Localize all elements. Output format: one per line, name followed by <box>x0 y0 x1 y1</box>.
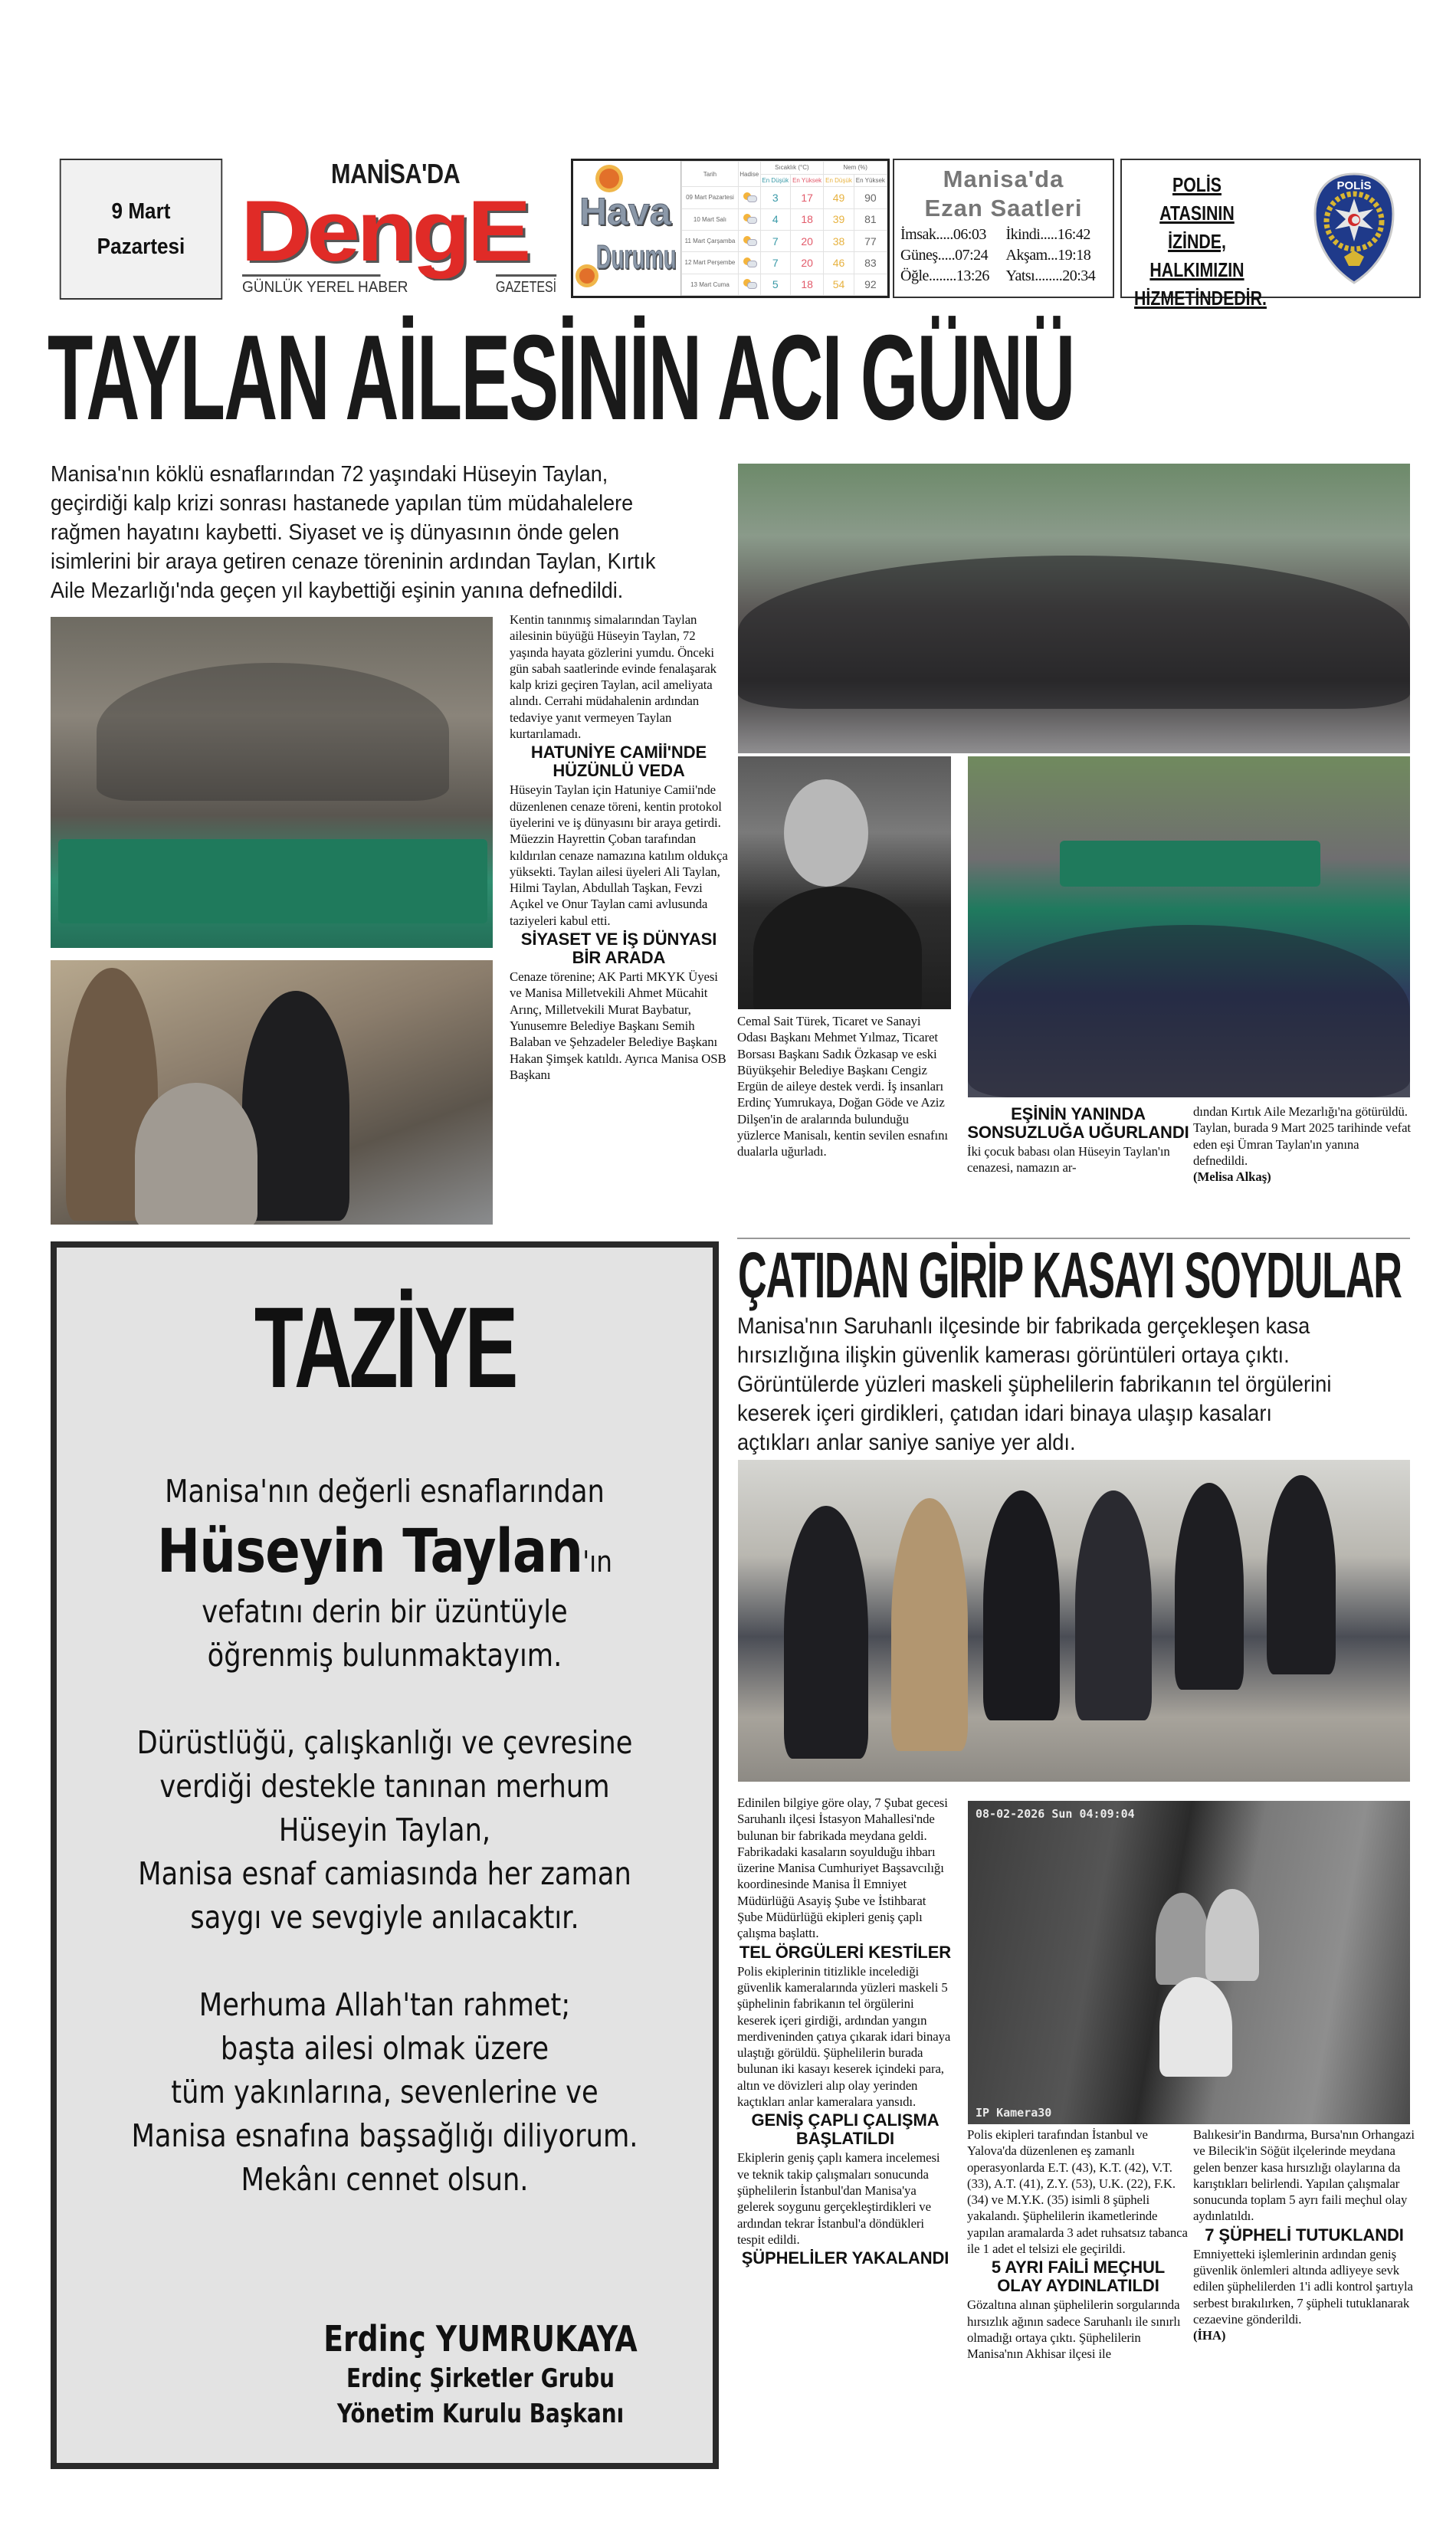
weather-tmax: 17 <box>791 187 824 208</box>
story2-paragraph: Gözaltına alınan şüphelilerin sorgularında hırsızlık ağının sadece Saruhanlı ile sınırlı olmadığı ortaya çıktı. Şüphelilerin Manisa'nın Akhisar ilçesi ile <box>967 2297 1181 2362</box>
weather-day: 09 Mart Pazartesi <box>682 187 739 208</box>
story1-column-2 <box>737 1013 953 1160</box>
weather-hmin: 38 <box>824 230 854 251</box>
story2-byline: (İHA) <box>1193 2328 1226 2343</box>
weather-hmax: 81 <box>854 208 887 230</box>
story2-paragraph: Ekiplerin geniş çaplı kamera incelemesi ve teknik takip çalışmaları sonucunda şüphelilerin İstanbul'dan Manisa'ya gelerek soygunu gerçekleştirdikleri ve ardından tekrar İstanbul'a döndükleri tespit edildi. <box>737 2150 940 2247</box>
weather-hmax: 77 <box>854 230 887 251</box>
prayer-time: Güneş.....07:24 <box>900 247 989 264</box>
story2-paragraph: Polis ekiplerinin titizlikle incelediği güvenlik kameralarında yüzleri maskeli 5 şüphelinin fabrikanın tel örgülerini keserek içeri girdiği, ardından yangın merdiveninden çatıya çıkarak idari binaya ulaştığı görüldü. Şüphelilerin burada bulunan iki kasayı keserek içindeki para, altın ve dövizleri alıp olay yerinden kaçtıkları anlar kameralara yansıdı. <box>737 1963 951 2110</box>
prayer-time: Öğle........13:26 <box>900 267 989 284</box>
condolence-line: Merhuma Allah'tan rahmet; <box>198 1986 571 2023</box>
weather-header-state: Hadise <box>738 162 760 187</box>
story2-subheading: TEL ÖRGÜLERİ KESTİLER <box>739 1942 952 1962</box>
story1-paragraph: Cenaze törenine; AK Parti MKYK Üyesi ve Manisa Milletvekili Ahmet Mücahit Arınç, Milletvekili Murat Baybatur, Yunusemre Belediye Başkanı Semih Balaban ve Şehzadeler Belediye Başkanı Hakan Şimşek katıldı. Ayrıca Manisa OSB Başkanı <box>510 969 726 1082</box>
weather-tmax: 18 <box>791 274 824 295</box>
weather-tmax: 20 <box>791 252 824 274</box>
prayer-times-title <box>894 165 1113 223</box>
weather-tmin: 7 <box>760 252 790 274</box>
weather-header-tmin: En Düşük <box>760 174 790 187</box>
story2-headline[interactable]: ÇATIDAN GİRİP KASAYI SOYDULAR <box>738 1239 1402 1311</box>
prayer-times-box <box>893 159 1114 298</box>
condolence-title: TAZİYE <box>254 1283 516 1412</box>
main-headline[interactable]: TAYLAN AİLESİNİN ACI GÜNÜ <box>48 310 1074 445</box>
police-ad <box>1120 159 1421 310</box>
story2-paragraph: Emniyetteki işlemlerinin ardından geniş güvenlik önlemleri altında adliyeye sevk edilen şüphelilerden 1'i adli kontrol şartıyla serbest bırakılırken, 7 şüpheli tutuklanarak cezaevine gönderildi. <box>1193 2246 1413 2327</box>
condolence-line: Manisa esnafına başsağlığı diliyorum. <box>131 2117 638 2154</box>
police-badge-icon <box>1312 171 1396 286</box>
prayer-time: İmsak.....06:03 <box>900 226 986 243</box>
condolence-line: tüm yakınlarına, sevenlerine ve <box>171 2074 598 2110</box>
condolence-line: verdiği destekle tanınan merhum <box>159 1768 610 1805</box>
weather-header-humidity: Nem (%) <box>824 162 887 175</box>
story1-paragraph: Kentin tanınmış simalarından Taylan ailesinin büyüğü Hüseyin Taylan, 72 yaşında hayata gözlerini yumdu. Önceki gün sabah saatlerinde evinde fenalaşarak kalp krizi geçiren Taylan, acil ameliyata alındı. Cerrahi müdahalenin ardından tedaviye yanıt vermeyen Taylan kurtarılamadı. <box>510 612 717 742</box>
logo-main-text: DengE <box>241 183 528 279</box>
story2-paragraph: Edinilen bilgiye göre olay, 7 Şubat gecesi Saruhanlı ilçesi İstasyon Mahallesi'nde bulunan bir fabrikada meydana geldi. Fabrikadaki kasaların soyulduğu ihbarı üzerine Manisa Cumhuriyet Başsavcılığı koordinesinde Manisa İl Emniyet Müdürlüğü Asayiş Şube ve İstihbarat Şube Müdürlüğü ekipleri geniş çaplı çalışma başlattı. <box>737 1795 948 1941</box>
logo-subtitle-right: GAZETESİ <box>496 274 556 297</box>
weather-widget <box>571 159 890 298</box>
story1-paragraph: Cemal Sait Türek, Ticaret ve Sanayi Odası Başkanı Mehmet Yılmaz, Ticaret Borsası Başkanı Sadık Özkasap ve eski Büyükşehir Belediye Başkanı Cengiz Ergün de aileye destek verdi. İş insanları Erdinç Yumrukaya, Doğan Göde ve Aziz Dilşen'in de aralarında bulunduğu yüzlerce Manisalı, kentin sevilen esnafını dualarla uğurladı. <box>737 1014 948 1159</box>
partly-cloudy-icon <box>743 214 756 223</box>
weather-row <box>682 252 887 274</box>
story2-subheading: ŞÜPHELİLER YAKALANDI <box>741 2248 949 2268</box>
weather-header-hmin: En Düşük <box>824 174 854 187</box>
signer-company: Erdinç Şirketler Grubu <box>346 2363 615 2394</box>
police-slogan-line: İZİNDE, <box>1168 230 1226 253</box>
prayer-time: Yatsı........20:34 <box>1005 267 1096 284</box>
story2-subheading: 5 AYRI FAİLİ MEÇHUL OLAY AYDINLATILDI <box>991 2258 1166 2296</box>
weather-day: 12 Mart Perşembe <box>682 252 739 274</box>
signer-title: Yönetim Kurulu Başkanı <box>336 2399 625 2429</box>
story1-subheading: SİYASET VE İŞ DÜNYASI BİR ARADA <box>520 930 717 968</box>
story2-column-2 <box>967 2127 1189 2363</box>
weather-tmin: 7 <box>760 230 790 251</box>
prayer-times-grid <box>894 223 1113 287</box>
weather-tmin: 3 <box>760 187 790 208</box>
condolence-line: Dürüstlüğü, çalışkanlığı ve çevresine <box>136 1724 633 1761</box>
newspaper-logo[interactable] <box>239 158 569 299</box>
crowd-photo <box>738 464 1410 753</box>
story1-subheading: HATUNİYE CAMİİ'NDE HÜZÜNLÜ VEDA <box>530 743 707 781</box>
cctv-timestamp: 08-02-2026 Sun 04:09:04 <box>976 1807 1135 1821</box>
weather-tmax: 18 <box>791 208 824 230</box>
condolence-body <box>103 1470 667 2202</box>
weather-hmin: 39 <box>824 208 854 230</box>
weather-hmin: 46 <box>824 252 854 274</box>
weather-hmin: 49 <box>824 187 854 208</box>
story1-lede: Manisa'nın köklü esnaflarından 72 yaşındaki Hüseyin Taylan, geçirdiği kalp krizi sonrası hastanede yapılan tüm müdahalelere rağmen hayatını kaybetti. Siyaset ve iş dünyasının önde gelen isimlerini bir araya getiren cenaze töreninin ardından Taylan, Kırtık Aile Mezarlığı'nda geçen yıl kaybettiği eşinin yanına defnedildi. <box>51 462 656 603</box>
prayer-time: Akşam...19:18 <box>1005 247 1091 264</box>
partly-cloudy-icon <box>743 257 756 267</box>
condolence-line: Manisa esnaf camiasında her zaman <box>138 1855 631 1892</box>
weather-hmax: 92 <box>854 274 887 295</box>
story1-column-1 <box>510 612 728 1083</box>
partly-cloudy-icon <box>743 236 756 245</box>
story1-column-4 <box>1193 1103 1415 1185</box>
sun-icon <box>579 268 595 284</box>
story1-subheading: EŞİNİN YANINDA SONSUZLUĞA UĞURLANDI <box>967 1104 1189 1142</box>
weather-header-tmax: En Yüksek <box>791 174 824 187</box>
story1-paragraph: İki çocuk babası olan Hüseyin Taylan'ın cenazesi, namazın ar- <box>967 1144 1170 1176</box>
condolence-signature <box>290 2317 671 2432</box>
weather-logo-word2: Durumu <box>596 238 677 276</box>
condolence-line: başta ailesi olmak üzere <box>220 2030 549 2067</box>
condolence-line: öğrenmiş bulunmaktayım. <box>207 1637 562 1674</box>
coffin-carry-photo <box>968 756 1410 1097</box>
weather-row <box>682 208 887 230</box>
deceased-name: Hüseyin Taylan <box>157 1517 583 1586</box>
story1-column-3 <box>967 1103 1189 1176</box>
police-badge-text: POLİS <box>1336 179 1372 192</box>
date-weekday: Pazartesi <box>97 234 185 259</box>
weather-logo-word1: Hava <box>579 190 671 233</box>
story2-paragraph: Polis ekipleri tarafından İstanbul ve Yalova'da düzenlenen eş zamanlı operasyonlarda E.T. (43), K.T. (42), V.T. (33), A.T. (41), Z.Y. (53), U.K. (22), F.K. (34) ve M.Y.K. (35) isimli 8 şüpheli yakalandı. Şüphelilerin ikametlerinde yapılan aramalarda 3 adet ruhsatsız tabanca ile 1 adet el telsizi ele geçirildi. <box>967 2127 1188 2257</box>
partly-cloudy-icon <box>743 279 756 288</box>
sun-icon <box>599 169 619 189</box>
weather-hmax: 83 <box>854 252 887 274</box>
signer-name: Erdinç YUMRUKAYA <box>323 2318 638 2359</box>
weather-tmax: 20 <box>791 230 824 251</box>
weather-header-temp: Sıcaklık (°C) <box>760 162 824 175</box>
cctv-camera-label: IP Kamera30 <box>976 2106 1052 2120</box>
story1-byline: (Melisa Alkaş) <box>1193 1169 1271 1185</box>
story2-subheading: 7 ŞÜPHELİ TUTUKLANDI <box>1205 2225 1404 2245</box>
weather-day: 10 Mart Salı <box>682 208 739 230</box>
condolence-line: vefatını derin bir üzüntüyle <box>202 1593 568 1630</box>
weather-tmin: 4 <box>760 208 790 230</box>
weather-row <box>682 274 887 295</box>
condolence-line: saygı ve sevgiyle anılacaktır. <box>190 1899 579 1936</box>
deceased-name-suffix: 'ın <box>582 1545 612 1579</box>
logo-top-text: MANİSA'DA <box>331 158 461 189</box>
condolence-line: Hüseyin Taylan, <box>278 1812 491 1848</box>
prayer-times-title-line1: Manisa'da <box>943 166 1064 192</box>
police-escort-photo <box>738 1460 1410 1782</box>
weather-hmin: 54 <box>824 274 854 295</box>
weather-hmax: 90 <box>854 187 887 208</box>
police-slogan-line: POLİS ATASININ <box>1159 173 1235 225</box>
police-slogan <box>1134 171 1267 313</box>
prayer-time: İkindi.....16:42 <box>1005 226 1090 243</box>
story2-column-3 <box>1193 2127 1415 2344</box>
weather-day: 11 Mart Çarşamba <box>682 230 739 251</box>
condolence-ad <box>51 1241 719 2469</box>
partly-cloudy-icon <box>743 192 756 202</box>
portrait-photo <box>738 756 951 1009</box>
date-day: 9 Mart <box>111 198 171 224</box>
prayer-times-title-line2: Ezan Saatleri <box>924 195 1083 221</box>
story2-paragraph: Balıkesir'in Bandırma, Bursa'nın Orhangazi ve Bilecik'in Söğüt ilçelerinde meydana gelen benzer kasa hırsızlığı olaylarına da karıştıkları belirlendi. Yapılan çalışmalar sonucunda toplam 5 ayrı faili meçhul olay aydınlatıldı. <box>1193 2127 1415 2224</box>
weather-day: 13 Mart Cuma <box>682 274 739 295</box>
story2-subheading: GENİŞ ÇAPLI ÇALIŞMA BAŞLATILDI <box>751 2110 940 2149</box>
story1-paragraph: Hüseyin Taylan için Hatuniye Camii'nde düzenlenen cenaze töreni, kentin protokol üyelerini ve iş dünyasını bir araya getirdi. Müezzin Hayrettin Çoban tarafından kıldırılan cenaze namazına katılım oldukça yüksekti. Taylan ailesi üyeleri Ali Taylan, Hilmi Taylan, Abdullah Taşkan, Fevzi Açıkel ve Onur Taylan cami avlusunda taziyeleri kabul etti. <box>510 782 728 928</box>
condolence-line: Manisa'nın değerli esnaflarından <box>165 1473 605 1510</box>
weather-header-hmax: En Yüksek <box>854 174 887 187</box>
weather-logo <box>573 161 681 296</box>
weather-tmin: 5 <box>760 274 790 295</box>
story2-column-1 <box>737 1795 953 2269</box>
police-slogan-line: HALKIMIZIN <box>1149 258 1244 281</box>
date-box <box>60 159 222 300</box>
condolence-line: Mekânı cennet olsun. <box>241 2161 529 2198</box>
weather-row <box>682 187 887 208</box>
logo-subtitle-left: GÜNLÜK YEREL HABER <box>242 274 381 297</box>
weather-row <box>682 230 887 251</box>
weather-table <box>681 161 887 296</box>
funeral-prayer-photo <box>51 617 493 948</box>
story1-paragraph: dından Kırtık Aile Mezarlığı'na götürüldü. Taylan, burada 9 Mart 2025 tarihinde vefat eden eşi Ümran Taylan'ın yanına defnedildi. <box>1193 1104 1411 1168</box>
story2-lede: Manisa'nın Saruhanlı ilçesinde bir fabrikada gerçekleşen kasa hırsızlığına ilişkin güvenlik kamerası görüntüleri ortaya çıktı. Görüntülerde yüzleri maskeli şüphelilerin fabrikanın tel örgülerini keserek içeri girdikleri, çatıdan idari binaya ulaşıp kasaları açtıkları anlar saniye saniye yer aldı. <box>737 1313 1332 1455</box>
cctv-footage-photo <box>968 1801 1410 2124</box>
condolence-photo <box>51 960 493 1225</box>
weather-header-row <box>682 162 887 175</box>
weather-header-date: Tarih <box>682 162 739 187</box>
police-slogan-line: HİZMETİNDEDİR. <box>1134 287 1267 310</box>
